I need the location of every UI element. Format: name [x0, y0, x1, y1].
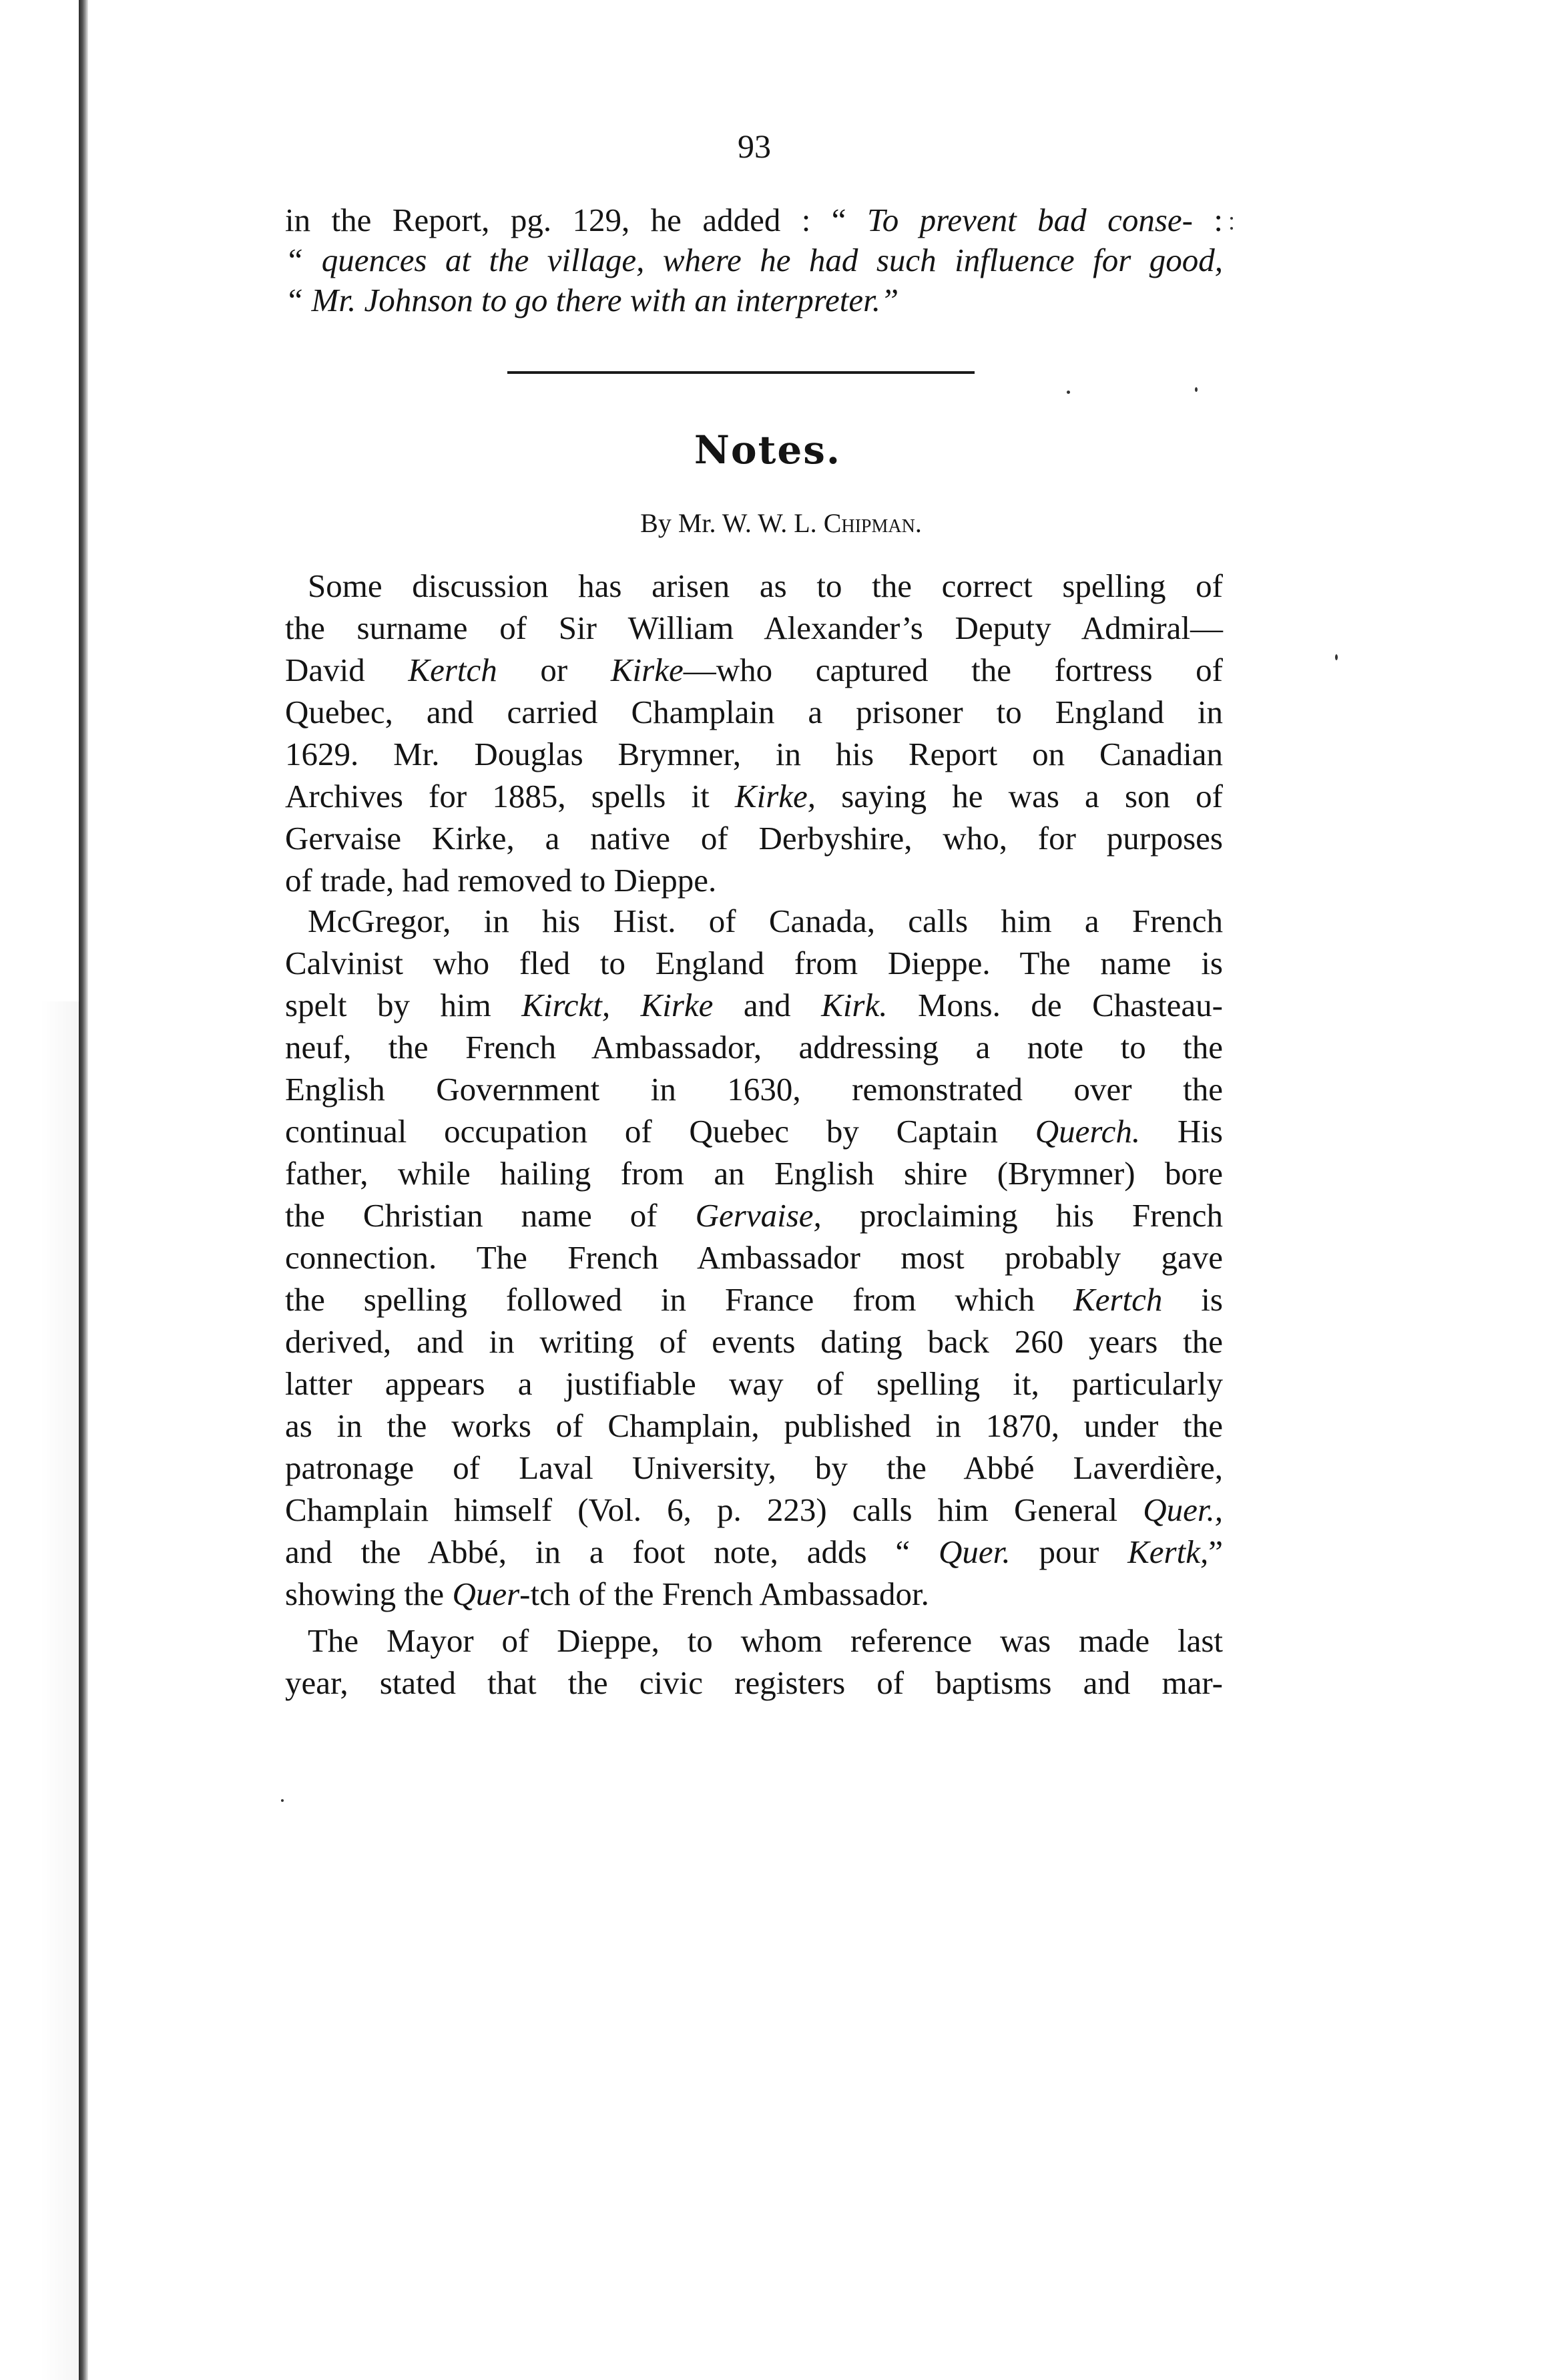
italic-text: Querch.: [1035, 1113, 1141, 1150]
section-heading: Notes.: [694, 427, 842, 473]
text-span: —who captured the fortress of: [683, 652, 1223, 688]
text-span: David: [285, 652, 409, 688]
text-span: and the Abbé, in a foot note, adds “: [285, 1533, 939, 1570]
text-span: Champlain himself (Vol. 6, p. 223) calls him General: [285, 1491, 1143, 1528]
italic-text: Quer.: [939, 1533, 1011, 1570]
text-span: or: [497, 652, 611, 688]
text-line: Quebec, and carried Champlain a prisoner to England in: [285, 694, 1223, 730]
author-name: Chipman.: [823, 508, 922, 538]
text-span: the spelling followed in France from which: [285, 1281, 1074, 1318]
italic-text: Quer: [452, 1576, 520, 1612]
text-line: of trade, had removed to Dieppe.: [285, 862, 717, 899]
page-shadow: [40, 1001, 80, 2380]
text-span: pour: [1010, 1533, 1128, 1570]
text-line: patronage of Laval University, by the Abbé Laverdière,: [285, 1449, 1223, 1486]
text-line: connection. The French Ambassador most probably gave: [285, 1239, 1223, 1276]
text-span: Archives for 1885, spells it: [285, 778, 735, 814]
scan-speck: [1067, 391, 1070, 394]
text-line: [285, 1490, 1223, 1530]
byline-prefix: By Mr. W. W. L.: [640, 508, 824, 538]
text-line: The Mayor of Dieppe, to whom reference was made last: [308, 1622, 1223, 1659]
page-number: 93: [738, 128, 771, 165]
text-span: saying he was a son of: [816, 778, 1223, 814]
text-span: -tch of the French Ambassador.: [519, 1576, 929, 1612]
text-span: :: [1192, 202, 1223, 238]
text-line: Some discussion has arisen as to the correct spelling of: [308, 567, 1223, 604]
italic-text: Kertch: [1073, 1281, 1163, 1318]
quote-line: “ quences at the village, where he had such influence for good,: [285, 242, 1223, 278]
italic-text: Kirke: [610, 652, 684, 688]
section-divider: [507, 371, 975, 374]
scan-speck: [1335, 654, 1338, 660]
text-span: His: [1140, 1113, 1223, 1150]
text-line: [285, 985, 1223, 1025]
scan-speck: [1195, 387, 1198, 392]
text-line: [285, 776, 1223, 816]
text-line: [285, 200, 1223, 240]
text-line: latter appears a justifiable way of spelling it, particularly: [285, 1365, 1223, 1402]
italic-text: Kertk,: [1127, 1533, 1209, 1570]
text-line: [285, 1574, 1223, 1614]
scan-speck: [281, 1799, 284, 1802]
text-span: showing the: [285, 1576, 453, 1612]
text-line: derived, and in writing of events dating back 260 years the: [285, 1323, 1223, 1360]
text-line: Gervaise Kirke, a native of Derbyshire, who, for purposes: [285, 820, 1223, 857]
italic-text: Kertch: [408, 652, 497, 688]
text-span: ”: [1208, 1533, 1223, 1570]
text-span: is: [1162, 1281, 1223, 1318]
text-span: the Christian name of: [285, 1197, 696, 1234]
quote-line: “ Mr. Johnson to go there with an interpreter.”: [285, 282, 899, 318]
italic-text: Quer.,: [1143, 1491, 1223, 1528]
text-line: English Government in 1630, remonstrated over the: [285, 1071, 1223, 1108]
byline: [521, 507, 1041, 539]
text-span: and: [713, 987, 822, 1023]
italic-text: Kirk.: [821, 987, 888, 1023]
text-line: 1629. Mr. Douglas Brymner, in his Report on Canadian: [285, 736, 1223, 772]
italic-text: Kirckt, Kirke: [521, 987, 714, 1023]
text-span: continual occupation of Quebec by Captain: [285, 1113, 1035, 1150]
text-line: father, while hailing from an English shire (Brymner) bore: [285, 1155, 1223, 1192]
italic-text: To prevent bad conse-: [866, 202, 1193, 238]
text-line: [285, 1280, 1223, 1320]
text-line: the surname of Sir William Alexander’s Deputy Admiral—: [285, 610, 1223, 646]
text-span: proclaiming his French: [821, 1197, 1223, 1234]
text-span: in the Report, pg. 129, he added : “: [285, 202, 867, 238]
scan-speck: [1230, 217, 1233, 220]
text-line: year, stated that the civic registers of baptisms and mar-: [285, 1664, 1223, 1701]
text-line: as in the works of Champlain, published in 1870, under the: [285, 1407, 1223, 1444]
text-line: [285, 1196, 1223, 1236]
text-line: Calvinist who fled to England from Dieppe. The name is: [285, 945, 1223, 981]
italic-text: Kirke,: [734, 778, 816, 814]
text-line: [285, 650, 1223, 690]
text-span: spelt by him: [285, 987, 522, 1023]
text-line: [285, 1532, 1223, 1572]
scan-speck: [1230, 227, 1233, 230]
text-line: neuf, the French Ambassador, addressing a note to the: [285, 1029, 1223, 1065]
text-line: McGregor, in his Hist. of Canada, calls him a French: [308, 903, 1223, 939]
text-line: [285, 1112, 1223, 1152]
text-span: Mons. de Chasteau-: [887, 987, 1223, 1023]
italic-text: Gervaise,: [695, 1197, 822, 1234]
page-binding-edge: [79, 0, 88, 2380]
